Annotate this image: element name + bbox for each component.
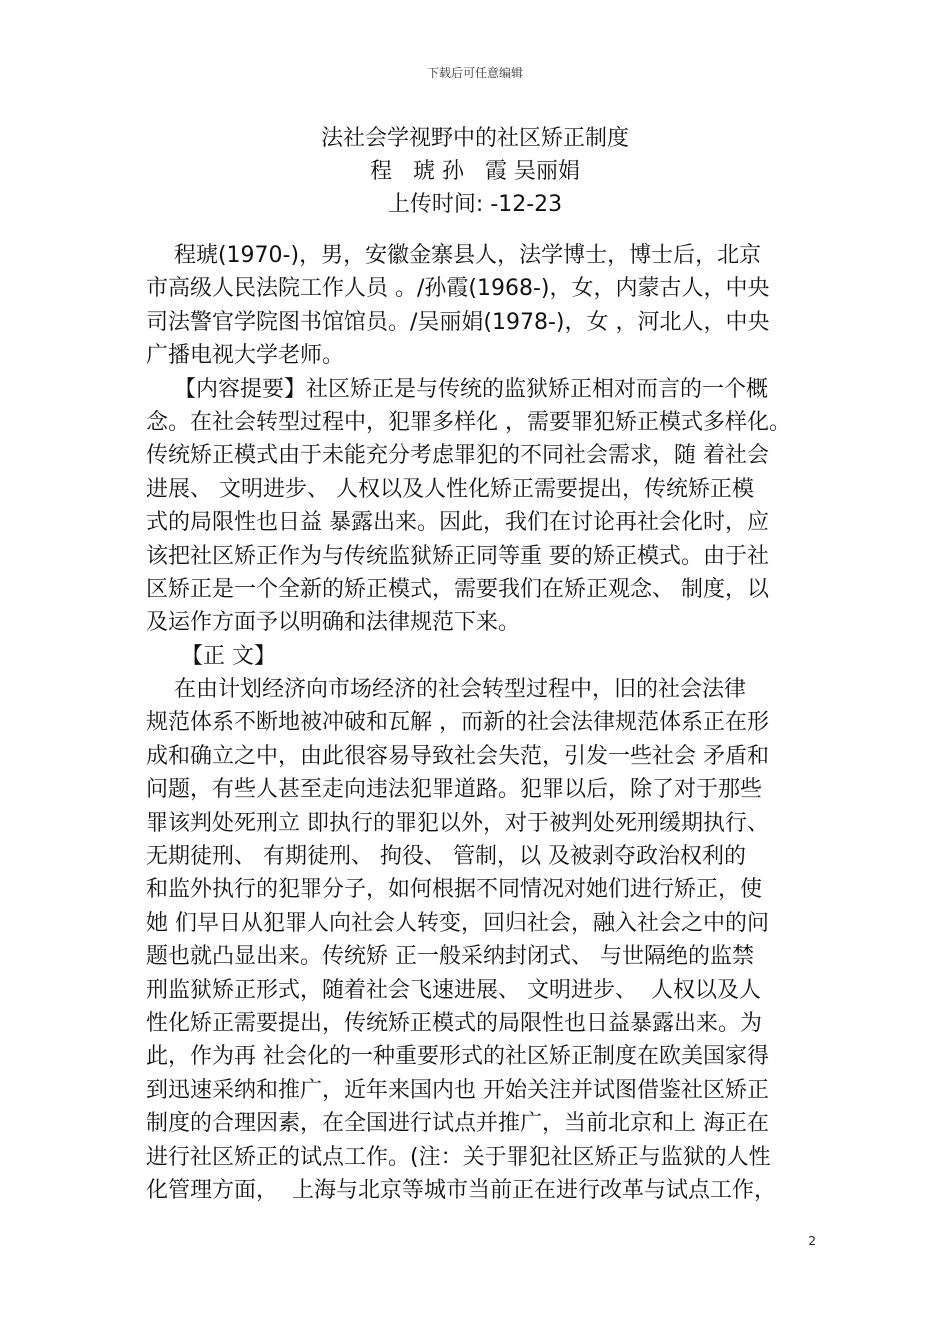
body-line: 问题，有些人甚至走向违法犯罪道路。犯罪以后，除了对于那些 (146, 777, 763, 803)
body-line: 题也就凸显出来。传统矫 正一般采纳封闭式、 与世隔绝的监禁 (146, 944, 754, 970)
body-line: 规范体系不断地被冲破和瓦解 ，而新的社会法律规范体系正在形 (146, 710, 769, 736)
body-line: 在由计划经济向市场经济的社会转型过程中，旧的社会法律 (146, 677, 746, 703)
body-line: 进展、 文明进步、 人权以及人性化矫正需要提出，传统矫正模 (146, 476, 754, 502)
upload-time: 上传时间: -12-23 (387, 192, 563, 217)
body-line: 她 们早日从犯罪人向社会人转变，回归社会，融入社会之中的问 (146, 910, 769, 936)
body-line: 化管理方面， 上海与北京等城市当前正在进行改革与试点工作， (146, 1177, 776, 1203)
body-line: 市高级人民法院工作人员 。/孙霞(1968-)，女，内蒙古人，中央 (146, 276, 770, 302)
title-block (0, 122, 950, 221)
body-line: 该把社区矫正作为与传统监狱矫正同等重 要的矫正模式。由于社 (146, 543, 769, 569)
body-line: 【正 文】 (146, 643, 276, 669)
body-line: 念。在社会转型过程中，犯罪多样化 ，需要罪犯矫正模式多样化。 (146, 409, 791, 435)
body-line: 及运作方面予以明确和法律规范下来。 (146, 610, 521, 636)
header-note: 下载后可任意编辑 (426, 66, 523, 80)
body-line: 传统矫正模式由于未能充分考虑罪犯的不同社会需求，随 着社会 (146, 443, 769, 469)
document-title: 法社会学视野中的社区矫正制度 (320, 126, 629, 151)
body-line: 式的局限性也日益 暴露出来。因此，我们在讨论再社会化时，应 (146, 510, 769, 536)
document-authors: 程 琥 孙 霞 吴丽娟 (370, 159, 580, 184)
body-line: 进行社区矫正的试点工作。(注：关于罪犯社区矫正与监狱的人性 (146, 1144, 771, 1170)
body-line: 程琥(1970-)，男，安徽金寨县人，法学博士，博士后，北京 (146, 243, 762, 268)
page-number: 2 (808, 1234, 816, 1248)
body-line: 到迅速采纳和推广，近年来国内也 开始关注并试图借鉴社区矫正 (146, 1077, 769, 1103)
body-line: 广播电视大学老师。 (146, 343, 345, 369)
body-line: 和监外执行的犯罪分子，如何根据不同情况对她们进行矫正，使 (146, 877, 763, 903)
body-line: 司法警官学院图书馆馆员。/吴丽娟(1978-)，女 ，河北人，中央 (146, 309, 770, 335)
body-line: 刑监狱矫正形式，随着社会飞速进展、 文明进步、 人权以及人 (146, 977, 761, 1003)
body-line: 性化矫正需要提出，传统矫正模式的局限性也日益暴露出来。为 (146, 1010, 763, 1036)
body-line: 区矫正是一个全新的矫正模式，需要我们在矫正观念、 制度，以 (146, 576, 769, 602)
body-line: 无期徒刑、 有期徒刑、 拘役、 管制，以 及被剥夺政治权利的 (146, 844, 746, 870)
body-line: 罪该判处死刑立 即执行的罪犯以外，对于被判处死刑缓期执行、 (146, 810, 769, 836)
body-line: 此，作为再 社会化的一种重要形式的社区矫正制度在欧美国家得 (146, 1044, 769, 1070)
body-line: 制度的合理因素，在全国进行试点并推广，当前北京和上 海正在 (146, 1111, 769, 1137)
body-line: 成和确立之中，由此很容易导致社会失范，引发一些社会 矛盾和 (146, 743, 769, 769)
body-line: 【内容提要】社区矫正是与传统的监狱矫正相对而言的一个概 (146, 376, 768, 402)
body-text (146, 239, 818, 1207)
